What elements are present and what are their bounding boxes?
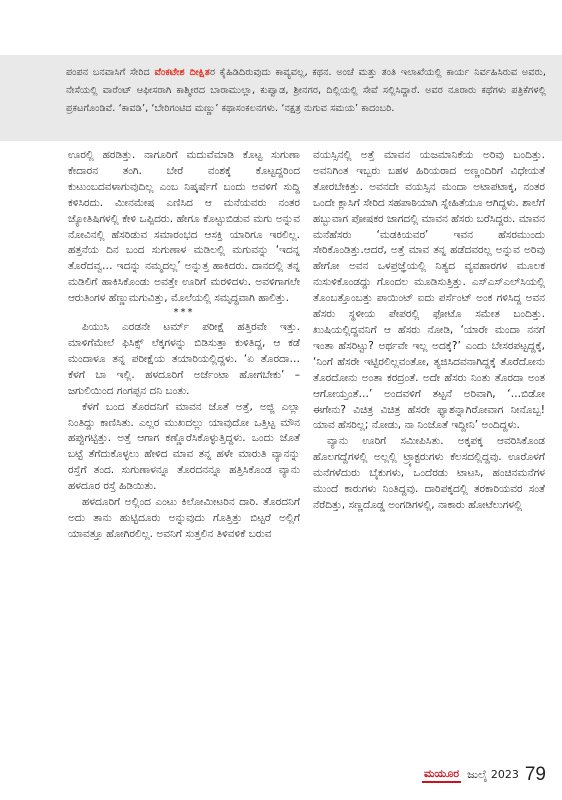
bio-intro: ಪಂಪನ ಬನವಾಸಿಗೆ ಸೇರಿದ [66, 67, 155, 78]
page-number: 79 [524, 764, 546, 785]
story-column-left [68, 148, 300, 543]
magazine-logo: ಮಯೂರ [422, 767, 461, 783]
paragraph: ಹಳದೂರಿಗೆ ಅಲ್ಲಿಂದ ಎಂಟು ಕಿಲೋಮೀಟರಿನ ದಾರಿ. ತೊರದನಿಗೆ ಅದು ತಾನು ಹುಟ್ಟಿದೂರು ಅನ್ನುವುದು ಗೊತ್ತಿತ್ತು ಬಿಟ್ಟರೆ ಅಲ್ಲಿಗೆ ಯಾವತ್ತೂ ಹೋಗಿರಲಿಲ್ಲ. ಅವನಿಗೆ ಸುತ್ತಲಿನ ತಿಳಿವಳಿಕೆ ಬರುವ [68, 496, 300, 540]
paragraph: ವ್ಯಾನು ಊರಿಗೆ ಸಮೀಪಿಸಿತು. ಅಕ್ಕಪಕ್ಕ ಆವರಿಸಿಕೊಂಡ ಹೊಲಗದ್ದೆಗಳಲ್ಲಿ ಅಲ್ಲಲ್ಲಿ ಟ್ರ್ಯಾಕ್ಟರುಗಳು ಕೆಲಸದಲ್ಲಿದ್ದವು. ಊರೊಳಗೆ ಮನೆಗಳೆದುರು ಬೈಕುಗಳು, ಒಂದೆರಡು ಟಾಟಸಿ, ಹಂಚಿನಮನೆಗಳ ಮುಂದೆ ಕಾರುಗಳು ನಿಂತಿದ್ದವು. ದಾರಿಪಕ್ಕದಲ್ಲಿ ತರಕಾರಿಯವರ ಸಂತೆ ನೆರೆದಿತ್ತು, ಸಣ್ಣದೊಡ್ಡ ಅಂಗಡಿಗಳಲ್ಲಿ, ನಾಕಾರು ಹೋಟೆಲುಗಳಲ್ಲಿ [313, 435, 545, 511]
author-name: ವೆಂಕಟೇಶ ದೀಕ್ಷಿತ [154, 67, 210, 78]
author-bio-text [0, 55, 562, 118]
section-break: *** [173, 307, 195, 319]
paragraph: ಕೆಳಗೆ ಬಂದ ತೊರದನಿಗೆ ಮಾವನ ಜೊತೆ ಅತ್ತೆ, ಅಜ್ಜಿ ಎಲ್ಲಾ ನಿಂತಿದ್ದು ಕಾಣಿಸಿತು. ಎಲ್ಲರ ಮುಖದಲ್ಲು ಯಾವುದೋ ಒತ್ತಿಟ್ಟ ಮೌನ ಹಪ್ಪುಗಟ್ಟಿತ್ತು. ಅತ್ತೆ ಆಗಾಗ ಕಣ್ಣೊರೆಸಿಕೊಳ್ಳುತ್ತಿದ್ದಳು. ಒಂದು ಜೊತೆ ಬಟ್ಟೆ ತೆಗೆದುಕೊಳ್ಳಲು ಹೇಳಿದ ಮಾವ ತನ್ನ ಹಳೇ ಮಾರುತಿ ವ್ಯಾನನ್ನು ರಸ್ತೆಗೆ ತಂದ. ಸುಗುಣಾಳನ್ನೂ ತೊರದನನ್ನೂ ಹತ್ತಿಸಿಕೊಂಡ ವ್ಯಾನು ಹಳದೂರ ರಸ್ತೆ ಹಿಡಿಯಿತು. [68, 400, 300, 493]
issue-date: ಜುಲೈ 2023 [467, 768, 519, 781]
paragraph: ವಯಸ್ಸಿನಲ್ಲಿ ಅತ್ತೆ ಮಾವನ ಯಜಮಾನಿಕೆಯ ಅರಿವು ಬಂದಿತ್ತು. ಅವನಿಗಿಂತ ಇಬ್ಬರು ಬಹಳ ಹಿರಿಯರಾದ ಅಣ್ಣಂದಿರಿಗೆ ವಿಧೇಯತೆ ತೋರಬೇಕಿತ್ತು. ಅವನದೇ ವಯಸ್ಸಿನ ಮಂದಾ ಅಟಾಪಟಾಕ್ಕ, ನಂತರ ಒಂದೇ ಕ್ಲಾಸಿಗೆ ಸೇರಿದ ಸಹಪಾಠಿಯಾಗಿ ಸ್ನೇಹಿತೆಯೂ ಆಗಿದ್ದಳು. ಶಾಲೆಗೆ ಹಬ್ಬುವಾಗ ಪೋಷಕರ ಜಾಗದಲ್ಲಿ ಮಾವನ ಹೆಸರು ಬರೆಸಿದ್ದರು. ಮಾವನ ಮನೆಹೆಸರು ‘ಮಡಕಿಯವರ’ ಇವನ ಹೆಸರಮುಂದು ಸೇರಿಕೊಂಡಿತ್ತು.ಆದರೆ, ಅತ್ತೆ ಮಾವ ತನ್ನ ಹಡೆದವರಲ್ಲ ಅನ್ನುವ ಅರಿವು ಹೇಗೋ ಅವನ ಒಳಪ್ರಜ್ಞೆಯಲ್ಲಿ ನಿತ್ಯದ ವ್ಯವಹಾರಗಳ ಮೂಲಕ ನುಸುಳಿಕೊಂಡದ್ದು ಗೊಂದಲ ಮೂಡಿಸುತ್ತಿತ್ತು. ಎಸ್‌ಎಸ್‌ಎಲ್‌ಸಿಯಲ್ಲಿ ತೊಂಬತ್ತೊಂಬತ್ತು ಪಾಯಿಂಟ್ ಐದು ಪರ್ಸೆಂಟ್ ಅಂಕ ಗಳಿಸಿದ್ದ ಅವನ ಹೆಸರು ಸ್ಥಳೀಯ ಪೇಪರಲ್ಲಿ ಫೋಟೊ ಸಮೇತ ಬಂದಿತ್ತು. ಖುಷಿಯಲ್ಲಿದ್ದವನಿಗೆ ಆ ಹೆಸರು ನೋಡಿ, ‘ಯಾರೇ ಮಂದಾ ನನಗೆ ಇಂತಾ ಹೆಸರಿಟ್ಟು? ಅರ್ಥವೇ ಇಲ್ಲ ಅದಕ್ಕೆ?’ ಎಂದು ಬೇಸರಪಟ್ಟದ್ದಕ್ಕೆ, ‘ನಿಂಗೆ ಹೆಸರೇ ಇಟ್ಟಿರಲಿಲ್ಲವಂತೋ, ತ್ಯಜಿಸಿದವನಾಗಿದ್ದಕ್ಕೆ ತೊರೆದೋನು ತೊರದೋನು ಅಂತಾ ಕರದ್ರಂತೆ. ಅದೇ ಹೆಸರು ನಿಂತು ತೊರದಾ ಅಂತ ಆಗೋಯ್ತಂತೆ…’ ಅಂದವಳಿಗೆ ತಟ್ಟನೆ ಅರಿವಾಗಿ, ‘…ಬಿಡೋ ಈಗೇನು? ವಿಚಿತ್ರ ವಿಚಿತ್ರ ಹೆಸರೇ ಫ್ಯಾಶನ್ನಾಗಿರೋವಾಗ ನೀನೊಬ್ಬ! ಯಾವ ಹೆಸರಿಲ್ಲ; ನೋಡು, ನಾ ನಿಂಜೊತೆ ಇದ್ದೀನಿ’ ಅಂದಿದ್ದಳು. [313, 149, 545, 432]
paragraph: ಪಿಯುಸಿ ಎರಡನೇ ಟರ್ಮ್ ಪರೀಕ್ಷೆ ಹತ್ತಿರವೇ ಇತ್ತು. ಮಾಳಿಗೆಮೇಲೆ ಫಿಸಿಕ್ಸ್ ಲೆಕ್ಕಗಳನ್ನು ಬಿಡಿಸುತ್ತಾ ಕುಳಿತಿದ್ದ, ಆ ಕಡೆ ಮಂದಾಳೂ ತನ್ನ ಪರೀಕ್ಷೆಯ ತಯಾರಿಯಲ್ಲಿದ್ದಳು. ‘ಏ ತೊರದಾ… ಕೆಳಗೆ ಬಾ ಇಲ್ಲಿ. ಹಳದೂರಿಗೆ ಅರ್ಜೆಂಟಾ ಹೋಗಬೇಕು’ – ಜಗುಲಿಯಿಂದ ಗಂಗಪ್ಪನ ದನಿ ಬಂತು. [68, 321, 300, 397]
author-bio-box [0, 55, 562, 141]
story-column-right [313, 148, 545, 514]
paragraph: ಊರಲ್ಲಿ ಹರಡಿತ್ತು. ನಾಗೂರಿಗೆ ಮದುವೆಮಾಡಿ ಕೊಟ್ಟ ಸುಗುಣಾ ಕೇದಾರನ ತಂಗಿ. ಬೇರೆ ವಂಶಕ್ಕೆ ಕೊಟ್ಟದ್ದರಿಂದ ಕುಟುಂಬದವಳಾಗುವುದಿಲ್ಲ ಎಂಬ ನಿಷ್ಕರ್ಷೆಗೆ ಬಂದು ಅವಳಿಗೆ ಸುದ್ದಿ ಕಳಿಸಿರದು. ಮೀನಮೇಷ ಎಣಿಸಿದ ಆ ಮನೆಯವರು ನಂತರ ಜ್ಯೋತಿಷಿಗಳಲ್ಲಿ ಕೇಳಿ ಒಪ್ಪಿದರು. ಹೇಗೂ ಕೊಟ್ಟುಬಿಡುವ ಮಗು ಅನ್ನುವ ನೋವಿನಲ್ಲಿ ಹೆಸರಿಡುವ ಸಮಾರಂಭದ ಆಸಕ್ತಿ ಯಾರಿಗೂ ಇರಲಿಲ್ಲ. ಹತ್ತನೆಯ ದಿನ ಬಂದ ಸುಗುಣಾಳ ಮಡಿಲಲ್ಲಿ ಮಗುವನ್ನು ‘ಇದನ್ನ ತೊರೆದವ್ವ… ಇದನ್ನು ನಮ್ಮದಲ್ಲ’ ಅನ್ನುತ್ತ ಹಾಕಿದರು. ದಾನದಲ್ಲಿ ತನ್ನ ಮಡಿಲಿಗೆ ಹಾಕಿಸಿಕೊಂಡು ಅವತ್ತೇ ಊರಿಗೆ ಮರಳಿದಳು. ಅವಳಿಗಾಗಲೇ ಆರುತಿಂಗಳ ಹೆಣ್ಣುಮಗುವಿತ್ತು, ಮೊಲೆಯಲ್ಲಿ ಸಮೃದ್ಧವಾಗಿ ಹಾಲಿತ್ತು. [68, 149, 300, 305]
bio-body: ರ ಕೈಹಿಡಿದಿರುವುದು ಕಾವ್ಯವಲ್ಲ, ಕಥನ. ಅಂಚೆ ಮತ್ತು ತಂತಿ ಇಲಾಖೆಯಲ್ಲಿ ಕಾರ್ಯ ನಿರ್ವಹಿಸಿರುವ ಅವರು, ನೇಸೆಯಲ್ಲಿ ವಾರೆಂಟ್ ಆಫೀಸರಾಗಿ ಕಾಶ್ಮೀರದ ಬಾರಾಮುಲ್ಲಾ, ಕುಪ್ವಾಡ, ಶ್ರೀನಗರ, ದಿಲ್ಲಿಯಲ್ಲಿ ಸೇವೆ ಸಲ್ಲಿಸಿದ್ದಾರೆ. ಅವರ ನೂರಾರು ಕಥೆಗಳು ಪತ್ರಿಕೆಗಳಲ್ಲಿ ಪ್ರಕಟಗೊಂಡಿವೆ. ‘ಕಾವಡಿ’, ‘ಬೇರಿಗಂಟಿದ ಮಣ್ಣು’ ಕಥಾಸಂಕಲನಗಳು. ‘ನಕ್ಷತ್ರ ನುಗುವ ಸಮಯ’ ಕಾದಂಬರಿ. [66, 67, 546, 114]
page-footer [422, 760, 546, 790]
